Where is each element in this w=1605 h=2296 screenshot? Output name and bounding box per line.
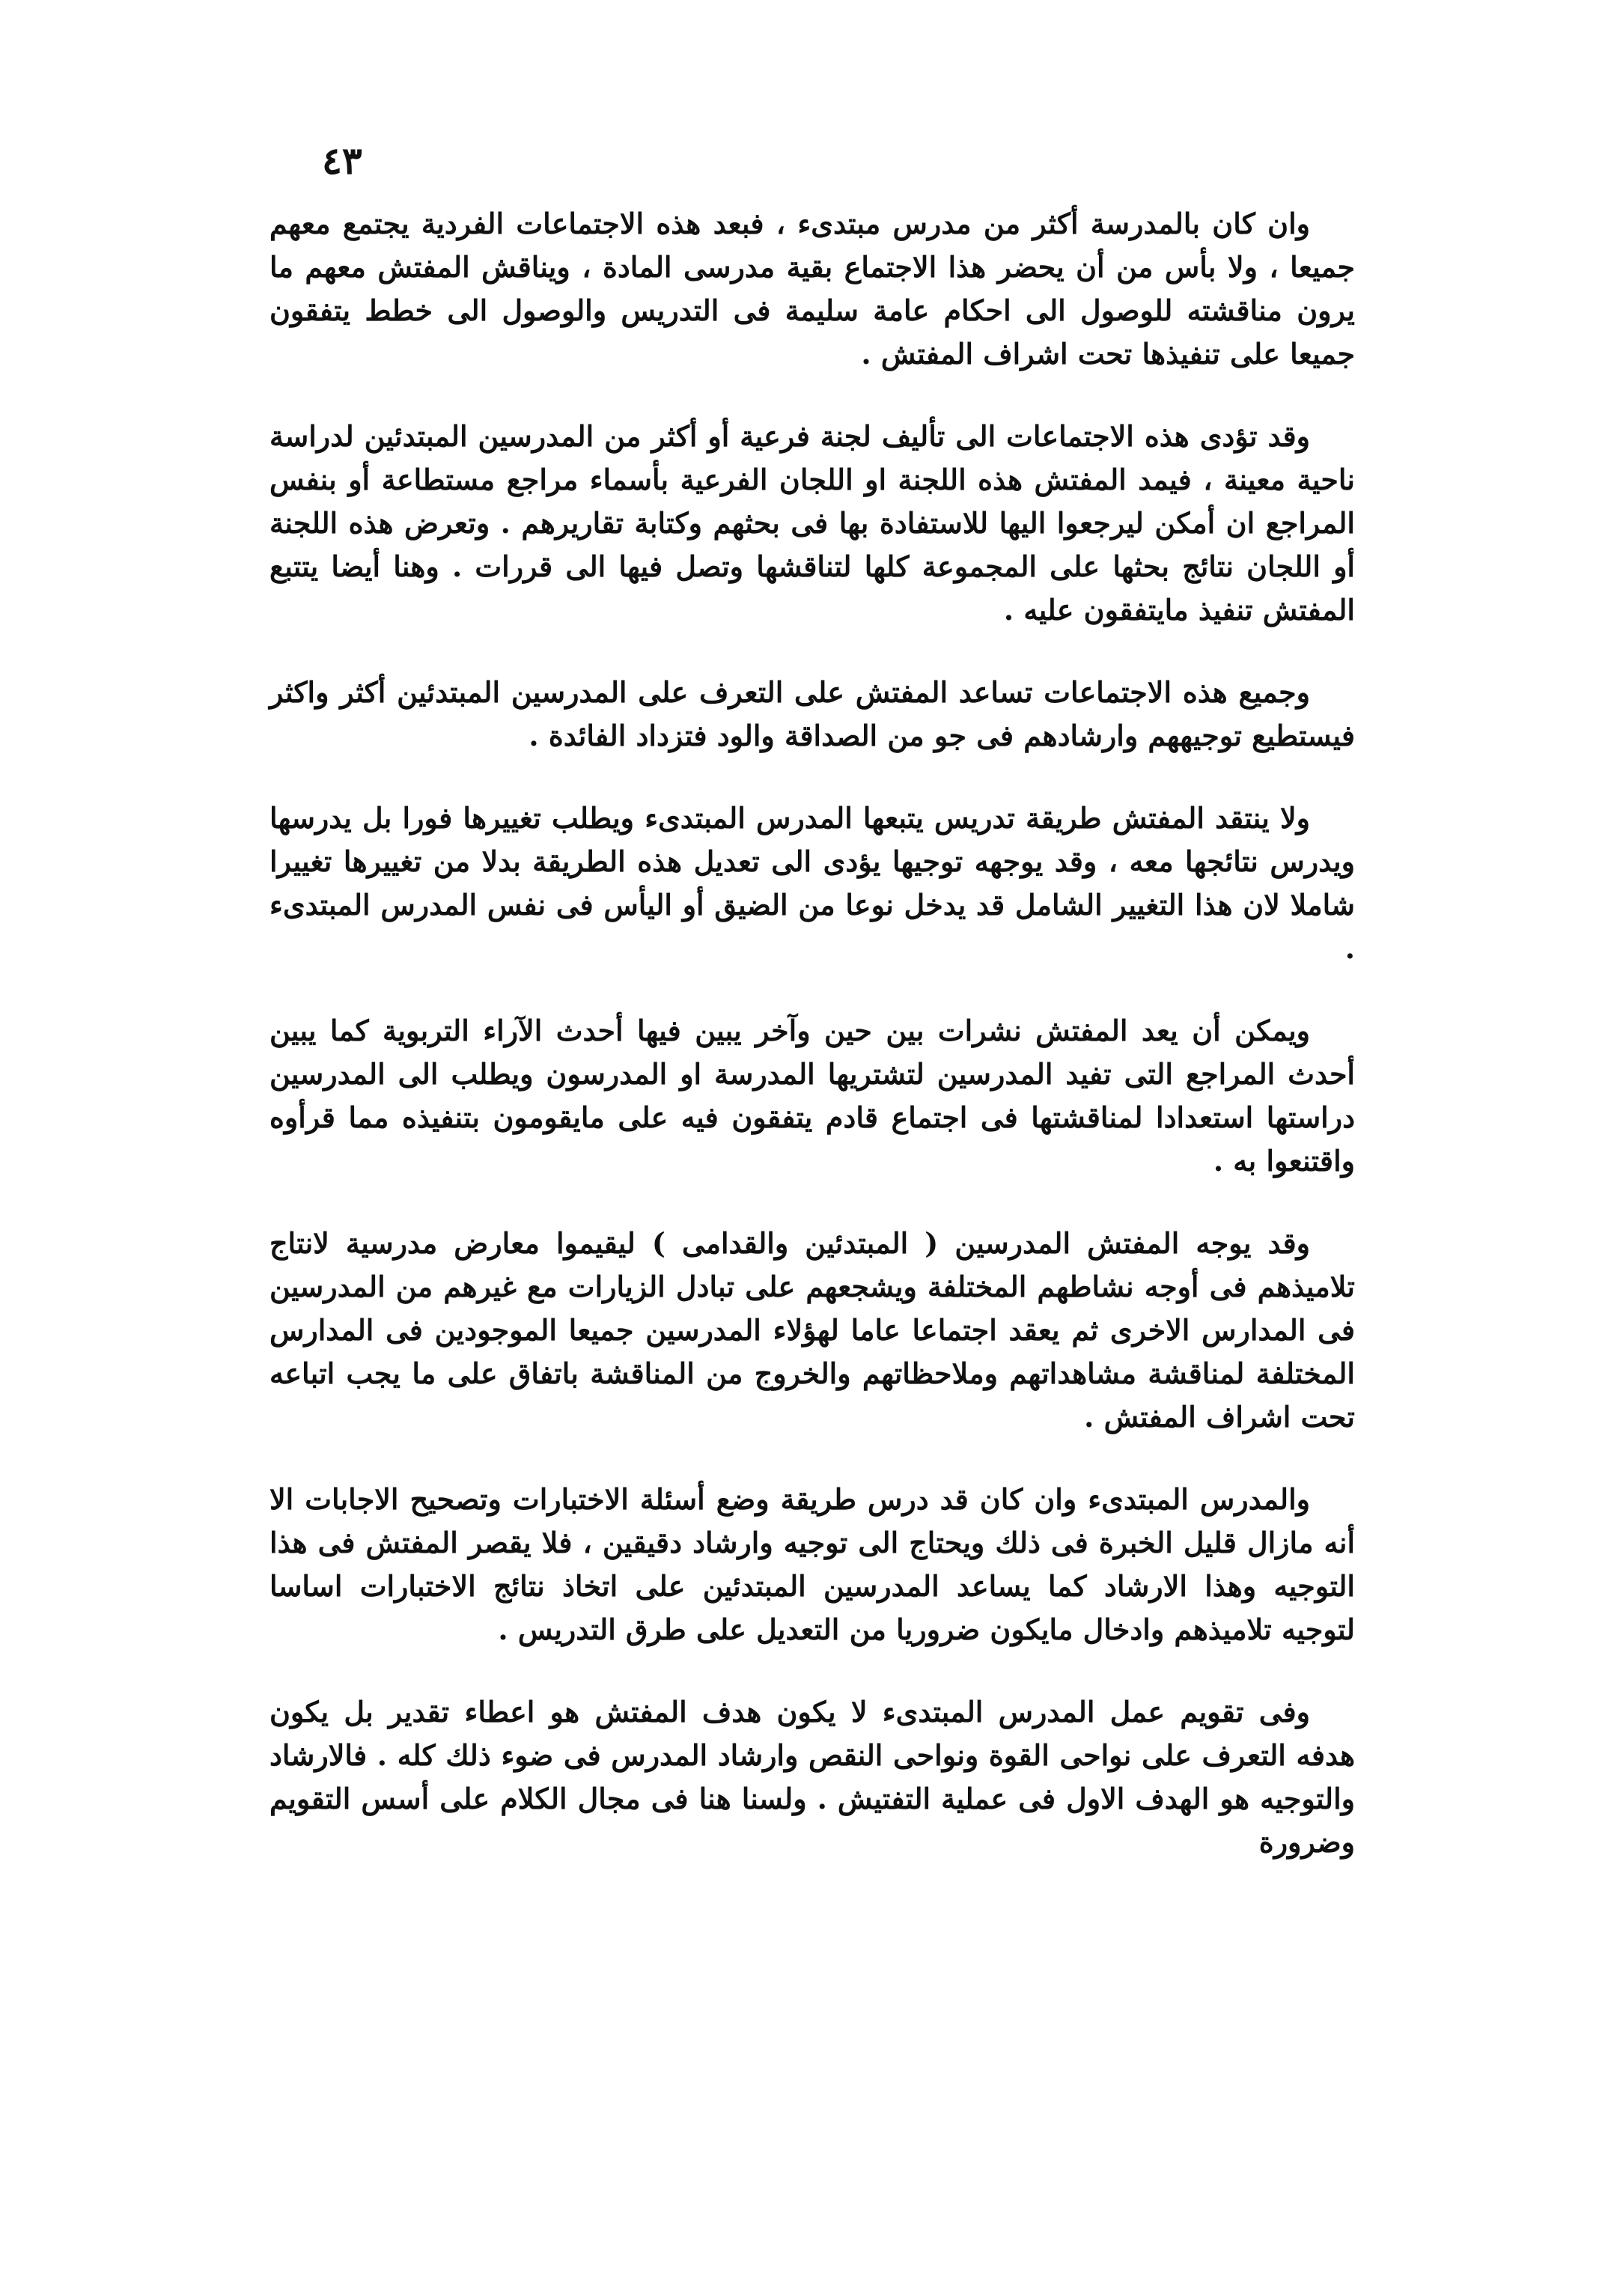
- page-number: ٤٣: [322, 138, 362, 183]
- document-page: [269, 138, 1355, 1903]
- paragraph: ويمكن أن يعد المفتش نشرات بين حين وآخر يبين فيها أحدث الآراء التربوية كما يبين أحدث المراجع التى تفيد المدرسين لتشتريها المدرسة او المدرسون ويطلب الى المدرسين دراستها استعدادا لمناقشتها فى اجتماع قادم يتفقون فيه على مايقومون بتنفيذه مما قرأوه واقتنعوا به .: [269, 1014, 1355, 1178]
- paragraph: وان كان بالمدرسة أكثر من مدرس مبتدىء ، فبعد هذه الاجتماعات الفردية يجتمع معهم جميعا ، ولا بأس من أن يحضر هذا الاجتماع بقية مدرسى المادة ، ويناقش المفتش معهم ما يرون مناقشته للوصول الى احكام عامة سليمة فى التدريس والوصول الى خطط يتفقون جميعا على تنفيذها تحت اشراف المفتش .: [269, 207, 1355, 371]
- paragraph: وقد تؤدى هذه الاجتماعات الى تأليف لجنة فرعية أو أكثر من المدرسين المبتدئين لدراسة ناحية معينة ، فيمد المفتش هذه اللجنة او اللجان الفرعية بأسماء مراجع مستطاعة أو بنفس المراجع ان أمكن ليرجعوا اليها للاستفادة بها فى بحثهم وكتابة تقاريرهم . وتعرض هذه اللجنة أو اللجان نتائج بحثها على المجموعة كلها لتناقشها وتصل فيها الى قررات . وهنا أيضا يتتبع المفتش تنفيذ مايتفقون عليه .: [269, 419, 1355, 627]
- paragraph: ولا ينتقد المفتش طريقة تدريس يتبعها المدرس المبتدىء ويطلب تغييرها فورا بل يدرسها ويدرس نتائجها معه ، وقد يوجهه توجيها يؤدى الى تعديل هذه الطريقة بدلا من تغييرها تغييرا شاملا لان هذا التغيير الشامل قد يدخل نوعا من الضيق أو اليأس فى نفس المدرس المبتدىء .: [269, 801, 1355, 965]
- paragraph: وفى تقويم عمل المدرس المبتدىء لا يكون هدف المفتش هو اعطاء تقدير بل يكون هدفه التعرف على نواحى القوة ونواحى النقص وارشاد المدرس فى ضوء ذلك كله . فالارشاد والتوجيه هو الهدف الاول فى عملية التفتيش . ولسنا هنا فى مجال الكلام على أسس التقويم وضرورة: [269, 1695, 1355, 1859]
- paragraph: وقد يوجه المفتش المدرسين ( المبتدئين والقدامى ) ليقيموا معارض مدرسية لانتاج تلاميذهم فى أوجه نشاطهم المختلفة ويشجعهم على تبادل الزيارات مع غيرهم من المدرسين فى المدارس الاخرى ثم يعقد اجتماعا عاما لهؤلاء المدرسين جميعا الموجودين فى المدارس المختلفة لمناقشة مشاهداتهم وملاحظاتهم والخروج من المناقشة باتفاق على ما يجب اتباعه تحت اشراف المفتش .: [269, 1226, 1355, 1434]
- paragraph: وجميع هذه الاجتماعات تساعد المفتش على التعرف على المدرسين المبتدئين أكثر واكثر فيستطيع توجيههم وارشادهم فى جو من الصداقة والود فتزداد الفائدة .: [269, 675, 1355, 752]
- paragraph: والمدرس المبتدىء وان كان قد درس طريقة وضع أسئلة الاختبارات وتصحيح الاجابات الا أنه مازال قليل الخبرة فى ذلك ويحتاج الى توجيه وارشاد دقيقين ، فلا يقصر المفتش فى هذا التوجيه وهذا الارشاد كما يساعد المدرسين المبتدئين على اتخاذ نتائج الاختبارات اساسا لتوجيه تلاميذهم وادخال مايكون ضروريا من التعديل على طرق التدريس .: [269, 1482, 1355, 1646]
